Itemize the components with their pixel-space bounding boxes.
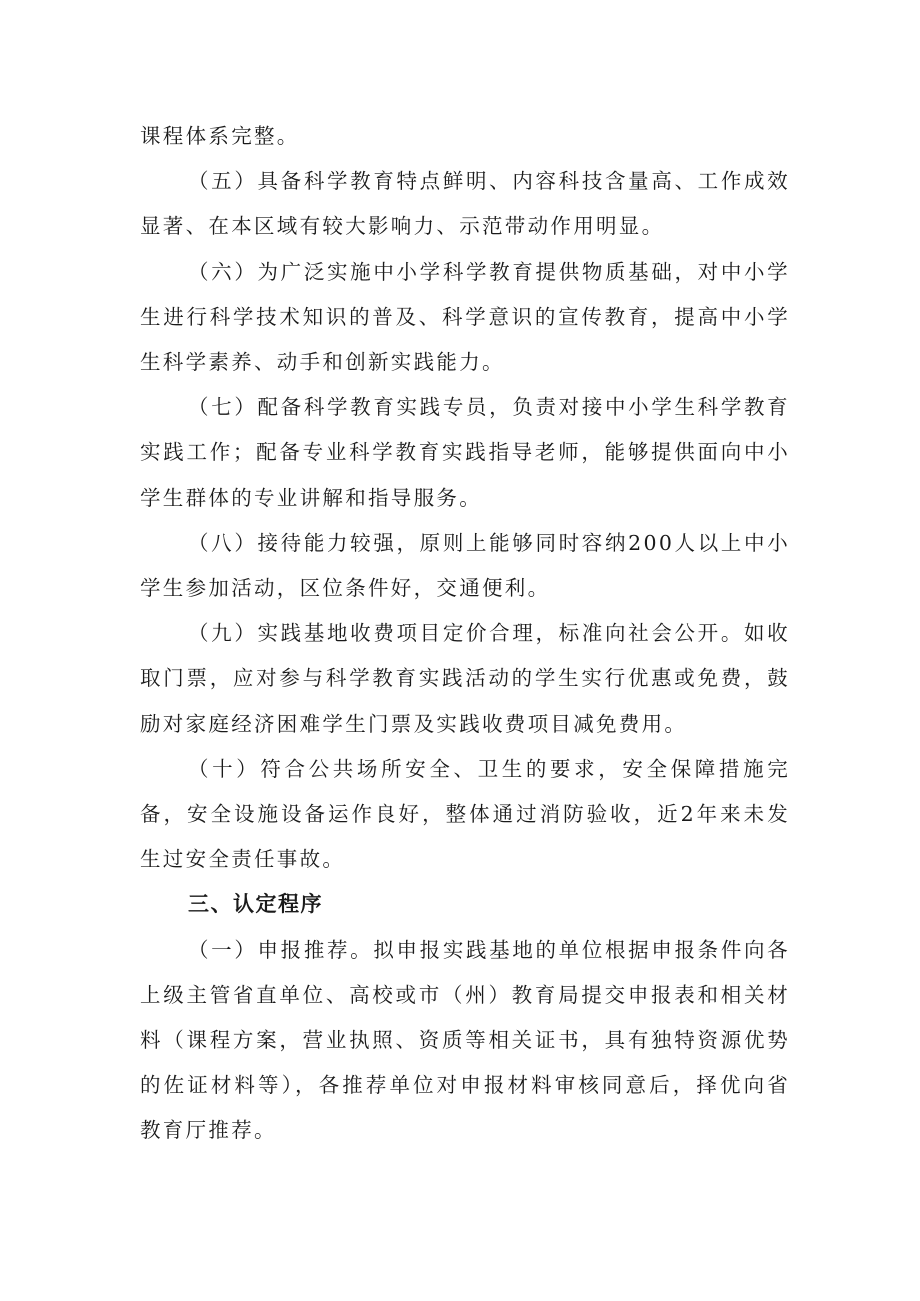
paragraph-procedure-1: （一）申报推荐。拟申报实践基地的单位根据申报条件向各上级主管省直单位、高校或市（州）教育局提交申报表和相关材料（课程方案，营业执照、资质等相关证书，具有独特资源优势的佐证材料等），各推荐单位对申报材料审核同意后，择优向省教育厅推荐。 xyxy=(140,937,790,1143)
paragraph-item-10: （十）符合公共场所安全、卫生的要求，安全保障措施完备，安全设施设备运作良好，整体通过消防验收，近2年来未发生过安全责任事故。 xyxy=(140,756,790,872)
section-heading: 三、认定程序 xyxy=(188,892,323,917)
paragraph-item-6: （六）为广泛实施中小学科学教育提供物质基础，对中小学生进行科学技术知识的普及、科学意识的宣传教育，提高中小学生科学素养、动手和创新实践能力。 xyxy=(140,259,790,375)
paragraph-item-9: （九）实践基地收费项目定价合理，标准向社会公开。如收取门票，应对参与科学教育实践活动的学生实行优惠或免费，鼓励对家庭经济困难学生门票及实践收费项目减免费用。 xyxy=(140,621,790,736)
document-body xyxy=(140,114,790,1154)
paragraph-item-8: （八）接待能力较强，原则上能够同时容纳200人以上中小学生参加活动，区位条件好，交通便利。 xyxy=(140,530,790,601)
paragraph-item-7: （七）配备科学教育实践专员，负责对接中小学生科学教育实践工作；配备专业科学教育实践指导老师，能够提供面向中小学生群体的专业讲解和指导服务。 xyxy=(140,395,790,510)
paragraph-course-system: 课程体系完整。 xyxy=(140,124,300,148)
paragraph-item-5: （五）具备科学教育特点鲜明、内容科技含量高、工作成效显著、在本区域有较大影响力、示范带动作用明显。 xyxy=(140,169,790,239)
